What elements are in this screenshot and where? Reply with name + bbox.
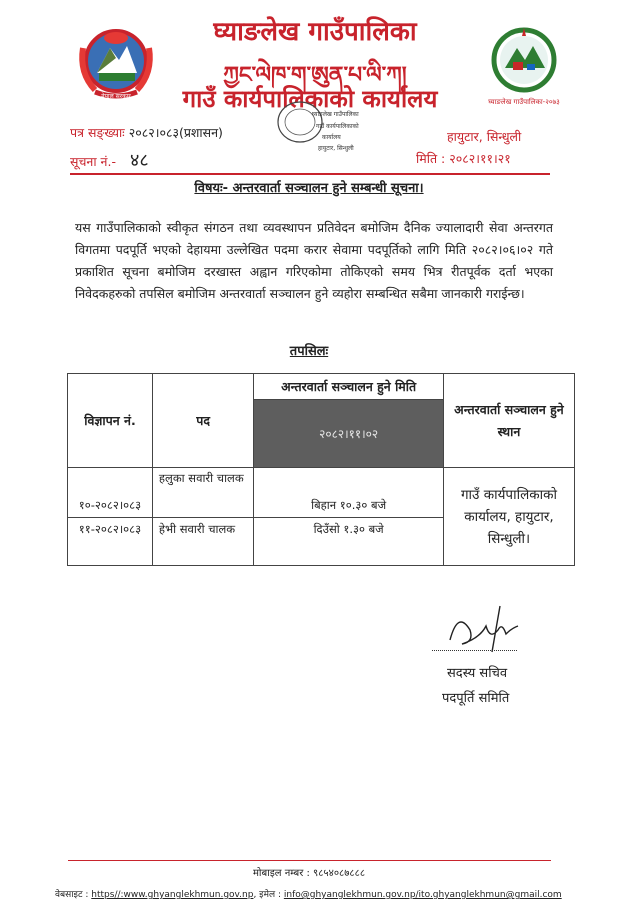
issue-date [416, 150, 511, 167]
interview-date-value: २०८२।११।०२ [254, 400, 444, 468]
row2-post: हेभी सवारी चालक [152, 518, 253, 566]
notice-body: यस गाउँपालिकाको स्वीकृत संगठन तथा व्यवस्थापन प्रतिवेदन बमोजिम दैनिक ज्यालादारी सेवा अन्तरगत विगतमा पदपूर्ति भएको देहायमा उल्लेखित पदमा करार सेवामा पदपूर्तिको लागि मिति २०८२।०६।०२ गते प्रकाशित सूचना बमोजिम दरखास्त अह्वान गरिएकोमा तोकिएको समय भित्र रीतपूर्वक दर्ता भएका निवेदकहरुको तपसिल बमोजिम अन्तरवार्ता सञ्चालन हुने व्यहोरा सम्बन्धित सबैमा जानकारी गराईन्छ। [75, 220, 553, 301]
issue-date-label: मिति : [416, 151, 446, 166]
emblem-text: नेपाल सरकार [101, 93, 131, 100]
row1-time: बिहान १०.३० बजे [254, 468, 444, 518]
place-name: हायुटार, सिन्धुली [447, 129, 522, 144]
website-link[interactable]: https//:www.ghyanglekhmun.gov.np [91, 890, 254, 900]
stamp-line-1: घ्याङलेख गाउँपालिका [312, 111, 359, 118]
row2-time: दिउँसो १.३० बजे [254, 518, 444, 566]
row1-ad-number: १०-२०८२।०८३ [68, 468, 153, 518]
stamp-line-2: गाउँ कार्यपालिकाको [316, 123, 359, 130]
notice-number-value: ४८ [129, 150, 149, 171]
letter-number-value: २०८२।०८३(प्रशासन) [128, 125, 223, 140]
municipality-logo [483, 22, 565, 110]
footer-mobile [0, 865, 618, 879]
footer-divider [68, 860, 551, 861]
municipality-title: घ्याङलेख गाउँपालिका [213, 17, 417, 47]
email-label: , इमेल : [253, 890, 281, 900]
letter-number [70, 124, 223, 141]
signature-dots [432, 650, 517, 651]
row1-post: हलुका सवारी चालक [152, 468, 253, 518]
website-label: वेबसाइट : [55, 890, 89, 900]
interview-schedule-table [67, 373, 575, 566]
signatory-role: सदस्य सचिव [447, 666, 508, 681]
office-title: गाउँ कार्यपालिकाको कार्यालय [182, 85, 438, 113]
office-stamp [270, 100, 375, 175]
issue-date-value: २०८२।११।२१ [449, 151, 511, 166]
signatory-committee: पदपूर्ति समिति [442, 691, 510, 706]
municipality-title-tamang: ཀྱང་ལེཁ་ག་ཨུན་པ་ལི་ཀ། [223, 62, 407, 88]
municipality-logo-text: घ्याङलेख गाउँपालिका-२०७३ [488, 98, 560, 106]
stamp-line-3: कार्यालय [322, 134, 341, 141]
col-interview-date: अन्तरवार्ता सञ्चालन हुने मिति [254, 374, 444, 400]
notice-number [70, 148, 149, 172]
col-ad-number: विज्ञापन नं. [68, 374, 153, 468]
email-link[interactable]: info@ghyanglekhmun.gov.np/ito.ghyanglekhmun@gmail.com [283, 890, 562, 900]
subject-line: विषयः- अन्तरवार्ता सञ्चालन हुने सम्बन्धी सूचना। [194, 181, 424, 196]
signature [440, 600, 540, 660]
col-post: पद [152, 374, 253, 468]
stamp-line-4: हायुटार, सिन्धुली [318, 145, 354, 152]
mobile-value: ९८५४०८७८८८ [313, 868, 366, 879]
col-interview-place: अन्तरवार्ता सञ्चालन हुने स्थान [443, 374, 574, 468]
footer-contact [55, 887, 615, 900]
interview-place-value: गाउँ कार्यपालिकाको कार्यालय, हायुटार, सिन्धुली। [443, 468, 574, 566]
row2-ad-number: ११-२०८२।०८३ [68, 518, 153, 566]
notice-number-label: सूचना नं.- [70, 154, 116, 169]
mobile-label: मोबाइल नम्बर : [252, 868, 310, 879]
header-divider [70, 173, 550, 175]
details-heading: तपसिलः [289, 344, 329, 359]
letter-number-label: पत्र सङ्ख्याः [70, 125, 125, 140]
